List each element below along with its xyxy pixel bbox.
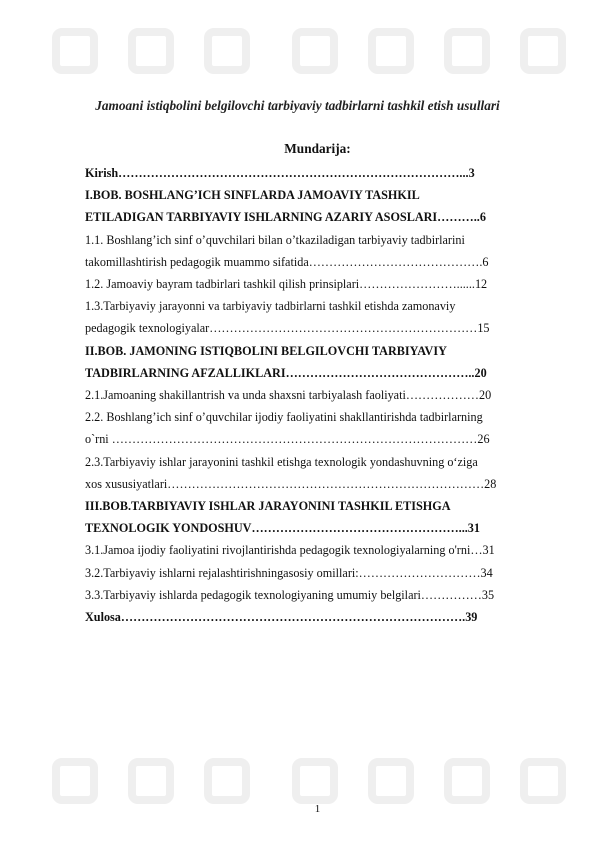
toc-entry: 3.3.Tarbiyaviy ishlarda pedagogik texnologiyaning umumiy belgilari……………35 bbox=[85, 587, 495, 602]
toc-entry: 2.2. Boshlang’ich sinf o’quvchilar ijodiy faoliyatini shakllantirishda tadbirlarning bbox=[85, 410, 483, 425]
toc-entry: TEXNOLOGIK YONDOSHUV……………………………………………...31 bbox=[85, 521, 480, 536]
toc-entry: 1.3.Tarbiyaviy jarayonni va tarbiyaviy tadbirlarni tashkil etishda zamonaviy bbox=[85, 299, 456, 314]
toc-entry: Xulosa………………………………………………………………………….39 bbox=[85, 610, 478, 625]
toc-entry: I.BOB. BOSHLANG’ICH SINFLARDA JAMOAVIY TASHKIL bbox=[85, 188, 420, 203]
toc-entry: 2.1.Jamoaning shakillantrish va unda shaxsni tarbiyalash faoliyati………………20 bbox=[85, 388, 492, 403]
toc-entry: 3.2.Tarbiyaviy ishlarni rejalashtirishningasosiy omillari:…………………………34 bbox=[85, 565, 493, 580]
table-of-contents bbox=[85, 162, 552, 628]
toc-entry: II.BOB. JAMONING ISTIQBOLINI BELGILOVCHI TARBIYAVIY bbox=[85, 343, 447, 358]
toc-entry: takomillashtirish pedagogik muammo sifatida…………………………………….6 bbox=[85, 254, 489, 269]
toc-entry: 1.1. Boshlang’ich sinf o’quvchilari bilan o’tkaziladigan tarbiyaviy tadbirlarini bbox=[85, 232, 465, 247]
toc-entry: ETILADIGAN TARBIYAVIY ISHLARNING AZARIY ASOSLARI………..6 bbox=[85, 210, 486, 225]
toc-heading: Mundarija: bbox=[284, 141, 351, 156]
toc-entry: 2.3.Tarbiyaviy ishlar jarayonini tashkil etishga texnologik yondashuvning o‘ziga bbox=[85, 454, 478, 469]
toc-entry: 1.2. Jamoaviy bayram tadbirlari tashkil qilish prinsiplari……………………......12 bbox=[85, 277, 488, 292]
toc-entry: Kirish…………………………………………………………………………...3 bbox=[85, 166, 475, 180]
toc-entry: 3.1.Jamoa ijodiy faoliyatini rivojlantirishda pedagogik texnologiyalarning o'rni…31 bbox=[85, 543, 495, 558]
toc-entry: xos xususiyatlari……………………………………………………………………28 bbox=[85, 476, 497, 491]
toc-entry: TADBIRLARNING AFZALLIKLARI………………………………………..20 bbox=[85, 365, 487, 380]
page-number: 1 bbox=[314, 803, 321, 815]
toc-entry: o`rni ………………………………………………………………………………26 bbox=[85, 432, 490, 447]
toc-entry: III.BOB.TARBIYAVIY ISHLAR JARAYONINI TASHKIL ETISHGA bbox=[85, 499, 451, 514]
toc-entry: pedagogik texnologiyalar…………………………………………………………15 bbox=[85, 321, 490, 336]
document-title: Jamoani istiqbolini belgilovchi tarbiyaviy tadbirlarni tashkil etish usullari bbox=[95, 98, 500, 113]
